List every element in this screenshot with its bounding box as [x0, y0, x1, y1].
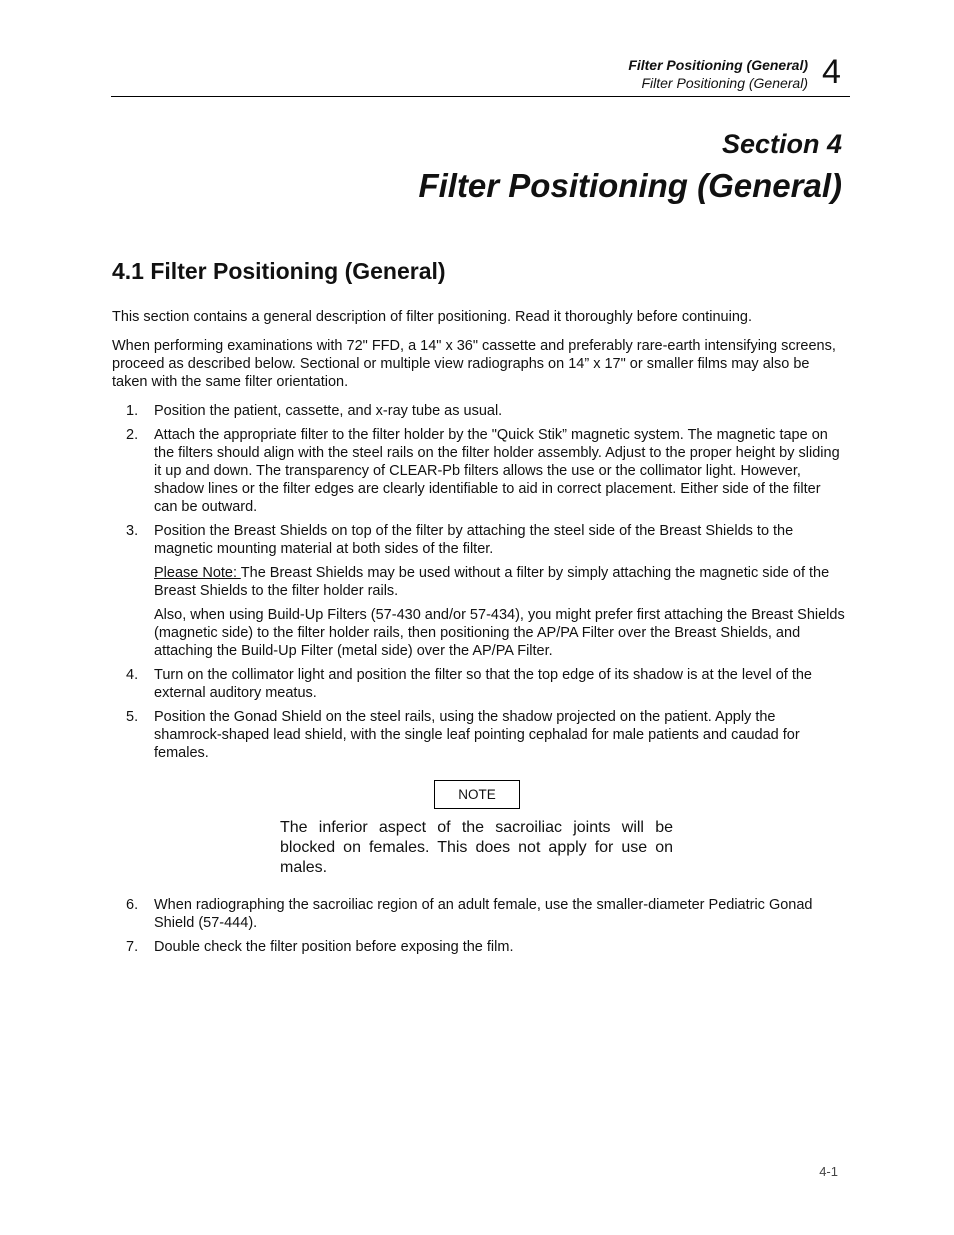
note-text: The inferior aspect of the sacroiliac joints will be blocked on females. This does not apply for use on males.: [280, 819, 673, 876]
step-text: Attach the appropriate filter to the filter holder by the "Quick Stik” magnetic system. The magnetic tape on the filters should align with the steel rails on the filter holder assembly. Adjust to the proper height by sliding it up and down. The transparency of CLEAR-Pb filters allows the use or the collimator light. However, shadow lines or the filter edges are clearly identifiable to aid in correct placement. Either side of the filter can be outward.: [154, 427, 840, 515]
list-item: [112, 938, 847, 956]
list-item: [112, 402, 847, 420]
chapter-number: 4: [822, 53, 841, 91]
step-number: 5.: [126, 709, 139, 725]
list-item: [112, 666, 847, 702]
step-number: 2.: [126, 427, 139, 443]
step-also-text: Also, when using Build-Up Filters (57-430 and/or 57-434), you might prefer first attaching the Breast Shields (magnetic side) to the filter holder rails, then positioning the AP/PA Filter over the Breast Shields, and attaching the Build-Up Filter (metal side) over the AP/PA Filter.: [154, 607, 845, 659]
step-number: 7.: [126, 939, 139, 955]
section-label: Section 4: [721, 129, 842, 159]
step-number: 1.: [126, 403, 139, 419]
section-title: Filter Positioning (General): [418, 167, 842, 204]
running-header-title-bold: Filter Positioning (General): [628, 57, 808, 73]
step-text: Position the patient, cassette, and x-ray tube as usual.: [154, 403, 503, 419]
steps-list-continued: [112, 896, 847, 962]
header-rule: [111, 96, 850, 97]
list-item: [112, 896, 847, 932]
running-header-title: Filter Positioning (General): [641, 75, 808, 91]
intro-paragraph: This section contains a general description of filter positioning. Read it thoroughly before continuing.: [112, 309, 752, 325]
step-number: 3.: [126, 523, 139, 539]
step-text: Position the Gonad Shield on the steel rails, using the shadow projected on the patient. Apply the shamrock-shaped lead shield, with the single leaf pointing cephalad for male patients and caudad for females.: [154, 709, 800, 761]
step-text: When radiographing the sacroiliac region of an adult female, use the smaller-diameter Pediatric Gonad Shield (57-444).: [154, 897, 813, 931]
list-item: [112, 708, 847, 762]
steps-list: [112, 402, 847, 768]
step-text: Position the Breast Shields on top of the filter by attaching the steel side of the Breast Shields to the magnetic mounting material at both sides of the filter.: [154, 523, 794, 557]
step-number: 4.: [126, 667, 139, 683]
page-number: 4-1: [819, 1164, 838, 1179]
list-item: [112, 426, 847, 516]
step-text: Double check the filter position before exposing the film.: [154, 939, 514, 955]
note-label-box: NOTE: [434, 780, 520, 809]
running-header: [628, 56, 808, 92]
please-note-text: The Breast Shields may be used without a filter by simply attaching the magnetic side of the Breast Shields to the filter holder rails.: [154, 565, 830, 599]
please-note-label: Please Note:: [154, 565, 241, 581]
subsection-heading: 4.1 Filter Positioning (General): [112, 258, 446, 284]
step-text: Turn on the collimator light and position the filter so that the top edge of its shadow is at the level of the external auditory meatus.: [154, 667, 812, 701]
exam-paragraph: When performing examinations with 72" FFD, a 14" x 36" cassette and preferably rare-earth intensifying screens, proceed as described below. Sectional or multiple view radiographs on 14” x 17" or smaller films may also be taken with the same filter orientation.: [112, 338, 836, 390]
step-note: [154, 564, 847, 600]
step-number: 6.: [126, 897, 139, 913]
list-item: [112, 522, 847, 660]
